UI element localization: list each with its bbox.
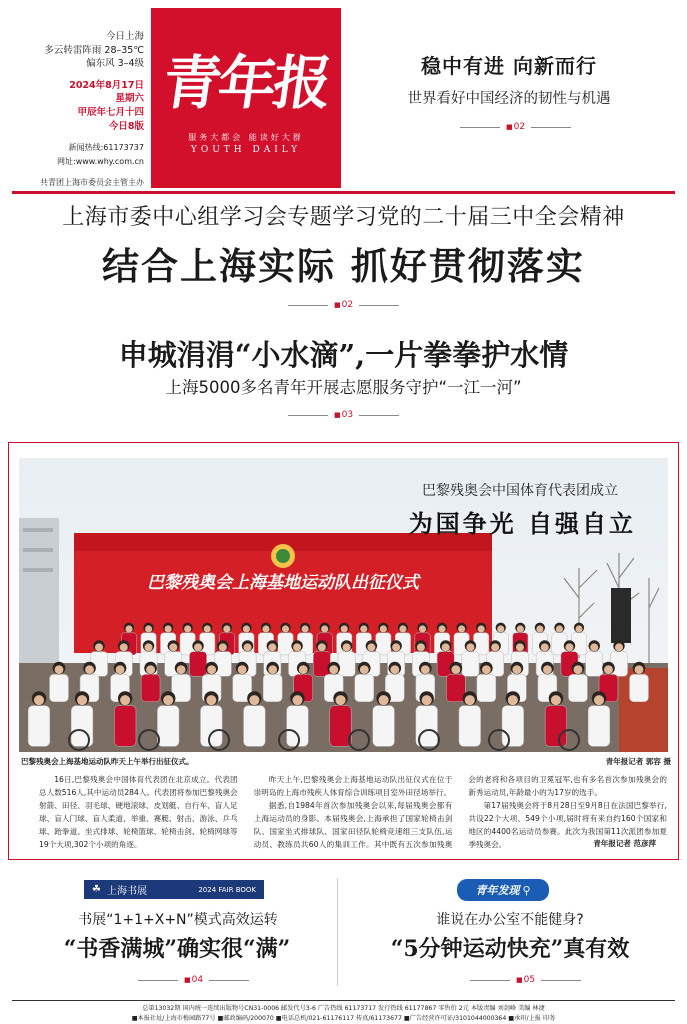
athlete-face [145, 643, 153, 651]
athlete-face [604, 665, 613, 674]
athlete-face [120, 643, 128, 651]
logo-english: YOUTH DAILY [190, 145, 302, 155]
lunar-date: 甲辰年七月十四 [77, 106, 144, 118]
athlete-face [55, 665, 64, 674]
book-icon: ☘ [92, 884, 101, 895]
athlete-face [243, 625, 250, 632]
athlete-face [438, 625, 445, 632]
athlete-face [478, 625, 485, 632]
athlete-face [379, 695, 389, 705]
photo-story-headline[interactable]: 为国争光 自强自立 [408, 510, 636, 538]
athlete-figure [373, 706, 395, 747]
athlete-face [367, 643, 375, 651]
athlete-figure [502, 706, 524, 747]
athlete-face [207, 665, 216, 674]
athlete-figure [355, 674, 374, 701]
article-paragraph: 第17届残奥会将于8月28日至9月8日在法国巴黎举行,共设22个大项、549个小项,届时将有来自约160个国家和地区的4400名运动员参赛。此次为我国第11次派团参加夏季残奥会。 [468, 801, 667, 849]
weather-city: 今日上海 [105, 31, 144, 42]
athlete-face [299, 665, 308, 674]
athlete-face [146, 665, 155, 674]
athlete-face [516, 643, 524, 651]
athlete-face [125, 625, 132, 632]
athlete-face [360, 625, 367, 632]
athlete-figure [50, 674, 69, 701]
athlete-face [442, 643, 450, 651]
athlete-face [163, 695, 173, 705]
athlete-face [335, 695, 345, 705]
athlete-face [574, 665, 583, 674]
photo-story [8, 442, 679, 860]
athlete-figure [157, 706, 179, 747]
second-story-headline[interactable]: 申城涓涓“小水滴”,一片拳拳护水情 [118, 338, 569, 372]
athlete-face [536, 625, 543, 632]
athlete-figure [263, 674, 282, 701]
athlete-figure [446, 674, 465, 701]
page-number: ■ 02 [506, 122, 525, 132]
sponsor-credit: 共青团上海市委员会主管主办 [40, 178, 144, 187]
footer-line-1: 总第13032期 国内统一连续出版物号CN31-0006 邮发代号3-6 广告热线 61173717 发行热线 61177867 零售价 2元 本版责编 刘剑峰 美编 林捷 [142, 1005, 545, 1012]
teaser-right-headline[interactable]: “5分钟运动快充”真有效 [390, 936, 630, 962]
issue-weekday: 星期六 [115, 93, 144, 105]
athlete-face [244, 643, 252, 651]
athlete-face [238, 665, 247, 674]
weather-wind: 偏东风 3–4级 [86, 58, 144, 70]
athlete-face [565, 643, 573, 651]
athlete-figure [28, 706, 50, 747]
athlete-face [120, 695, 130, 705]
footer-line-2: ■本报社址/上海市梅园路77号 ■邮政编码/200070 ■电话总机/021-61176117 传真/61173677 ■广告经营许可证/3101044000364 ■承印/上报 印务 [131, 1015, 556, 1022]
athlete-figure [630, 674, 649, 701]
athlete-figure [568, 674, 587, 701]
page-number: ■ 05 [516, 975, 535, 985]
athlete-face [177, 665, 186, 674]
athlete-face [219, 643, 227, 651]
athlete-face [292, 695, 302, 705]
athlete-face [465, 695, 475, 705]
athlete-face [184, 625, 191, 632]
athlete-face [268, 665, 277, 674]
athlete-face [551, 695, 561, 705]
athlete-face [491, 643, 499, 651]
athlete-face [341, 625, 348, 632]
top-story-page-ref[interactable] [460, 122, 571, 132]
athlete-figure [313, 652, 330, 677]
athlete-face [318, 643, 326, 651]
athlete-face [422, 695, 432, 705]
photo-caption: 巴黎残奥会上海基地运动队昨天上午举行出征仪式。 [21, 757, 194, 766]
athlete-face [417, 643, 425, 651]
top-story[interactable] [348, 50, 670, 108]
athlete-face [458, 625, 465, 632]
athlete-face [594, 695, 604, 705]
athlete-face [169, 643, 177, 651]
youth-discovery-label: 青年发现 [475, 884, 520, 897]
lead-story-headline[interactable]: 结合上海实际 抓好贯彻落实 [102, 245, 585, 288]
athlete-face [204, 625, 211, 632]
masthead-rule [12, 191, 675, 194]
athlete-face [482, 665, 491, 674]
banner-text: 巴黎残奥会上海基地运动队出征仪式 [147, 573, 419, 593]
youth-discovery-banner[interactable] [457, 879, 549, 901]
athlete-face [321, 625, 328, 632]
athlete-face [302, 625, 309, 632]
athlete-face [116, 665, 125, 674]
athlete-face [497, 625, 504, 632]
book-fair-label: 上海书展 [106, 886, 147, 897]
page-count: 今日8版 [108, 120, 144, 132]
athlete-face [419, 625, 426, 632]
athlete-figure [459, 706, 481, 747]
athlete-face [206, 695, 216, 705]
top-story-headline[interactable]: 稳中有进 向新而行 [421, 54, 597, 78]
athlete-face [615, 643, 623, 651]
athlete-face [380, 625, 387, 632]
athlete-figure [214, 652, 231, 677]
athlete-figure [244, 706, 266, 747]
athlete-face [262, 625, 269, 632]
athlete-face [77, 695, 87, 705]
news-hotline: 新闻热线:61173737 [68, 143, 144, 153]
athlete-figure [189, 652, 206, 677]
athlete-figure [545, 706, 567, 747]
athlete-face [95, 643, 103, 651]
athlete-face [543, 665, 552, 674]
article-byline: 青年报记者 范彦萍 [593, 839, 656, 848]
athlete-figure [287, 706, 309, 747]
athlete-face [451, 665, 460, 674]
team-photo[interactable] [19, 458, 668, 752]
athlete-face [512, 665, 521, 674]
newspaper-logo[interactable] [151, 8, 341, 188]
athlete-face [556, 625, 563, 632]
second-story-page-ref[interactable] [288, 410, 399, 420]
athlete-face [390, 665, 399, 674]
team-photo-illustration [19, 458, 668, 752]
lead-story-page-ref[interactable] [288, 300, 399, 310]
article-paragraph: 据悉,自1984年首次参加残奥会以来,每届残奥会都有上海运动员的身影。本届残奥会,上海承担了国家轮椅击剑队、国家坐式排球队、国家田径队轮椅竞速组三支队伍,运动员、教练员共60人的集训工作。其中既有五次参加残奥会的老将和各项目的卫冕冠军,也有多名首次参加残奥会的新秀运动员,年龄最小的为17岁的选手。 [253, 775, 667, 849]
footer-rule [12, 1000, 675, 1001]
photo-caption-row [21, 756, 671, 767]
athlete-face [145, 625, 152, 632]
athlete-face [517, 625, 524, 632]
athlete-figure [338, 652, 355, 677]
book-fair-banner[interactable] [84, 880, 264, 899]
lead-story-kicker: 上海市委中心组学习会专题学习党的二十届三中全会精神 [62, 205, 625, 230]
athlete-figure [201, 706, 223, 747]
athlete-face [541, 643, 549, 651]
article-paragraph: 16日,巴黎残奥会中国体育代表团在北京成立。代表团总人数516人,其中运动员284人。代表团将参加巴黎残奥会射箭、田径、羽毛球、硬地滚球、皮划艇、自行车、盲人足球、盲人门球、盲人柔道、举重、赛艇、射击、游泳、乒乓球、跆拳道、坐式排球、轮椅篮球、轮椅击剑、轮椅网球等19个大项,302个小项的角逐。 [39, 775, 238, 849]
weather-forecast: 多云转雷阵雨 28–35℃ [44, 44, 144, 56]
athlete-face [329, 665, 338, 674]
athlete-face [421, 665, 430, 674]
teaser-right-page-ref[interactable] [470, 975, 581, 985]
athlete-face [194, 643, 202, 651]
column-divider [337, 878, 338, 986]
athlete-figure [376, 633, 391, 655]
athlete-face [466, 643, 474, 651]
athlete-face [399, 625, 406, 632]
magnifier-icon: ⚲ [522, 883, 531, 897]
athlete-face [293, 643, 301, 651]
athlete-figure [462, 652, 479, 677]
teaser-left-page-ref[interactable] [138, 975, 249, 985]
athlete-figure [114, 706, 136, 747]
athlete-face [282, 625, 289, 632]
logo-tagline: 服务大都会 能读好大群 [188, 133, 304, 142]
top-story-subline: 世界看好中国经济的韧性与机遇 [407, 91, 611, 107]
article-paragraph: 昨天上午,巴黎残奥会上海基地运动队出征仪式在位于崇明岛的上海市残疾人体育综合训练项目室外田径场举行。 [253, 775, 453, 797]
athlete-face [575, 625, 582, 632]
teaser-left-headline[interactable]: “书香满城”确实很“满” [63, 936, 291, 962]
athlete-face [343, 643, 351, 651]
athlete-face [635, 665, 644, 674]
athlete-figure [586, 652, 603, 677]
athlete-face [34, 695, 44, 705]
logo-wordmark: 青年报 [158, 49, 334, 117]
athlete-face [508, 695, 518, 705]
issue-date: 2024年8月17日 [69, 79, 144, 91]
teaser-right-subline: 谁说在办公室不能健身? [436, 912, 584, 928]
athlete-figure [141, 674, 160, 701]
page-number: ■ 04 [184, 975, 203, 985]
athlete-face [165, 625, 172, 632]
page-number: ■ 03 [334, 410, 353, 420]
masthead-info [28, 30, 144, 187]
photo-story-article [39, 773, 667, 853]
athlete-face [268, 643, 276, 651]
teaser-left-subline: 书展“1+1+X+N”模式高效运转 [78, 912, 278, 928]
athlete-figure [477, 674, 496, 701]
athlete-face [392, 643, 400, 651]
athlete-face [249, 695, 259, 705]
page-number: ■ 02 [334, 300, 353, 310]
photo-credit: 青年报记者 郭容 摄 [605, 757, 671, 766]
second-story-subline: 上海5000多名青年开展志愿服务守护“一江一河” [165, 378, 522, 397]
athlete-face [360, 665, 369, 674]
book-fair-sub: 2024 FAIR BOOK [198, 885, 256, 894]
athlete-figure [588, 706, 610, 747]
athlete-face [223, 625, 230, 632]
athlete-face [590, 643, 598, 651]
athlete-face [85, 665, 94, 674]
website: 网址:www.why.com.cn [57, 156, 144, 166]
photo-story-kicker: 巴黎残奥会中国体育代表团成立 [422, 483, 618, 499]
